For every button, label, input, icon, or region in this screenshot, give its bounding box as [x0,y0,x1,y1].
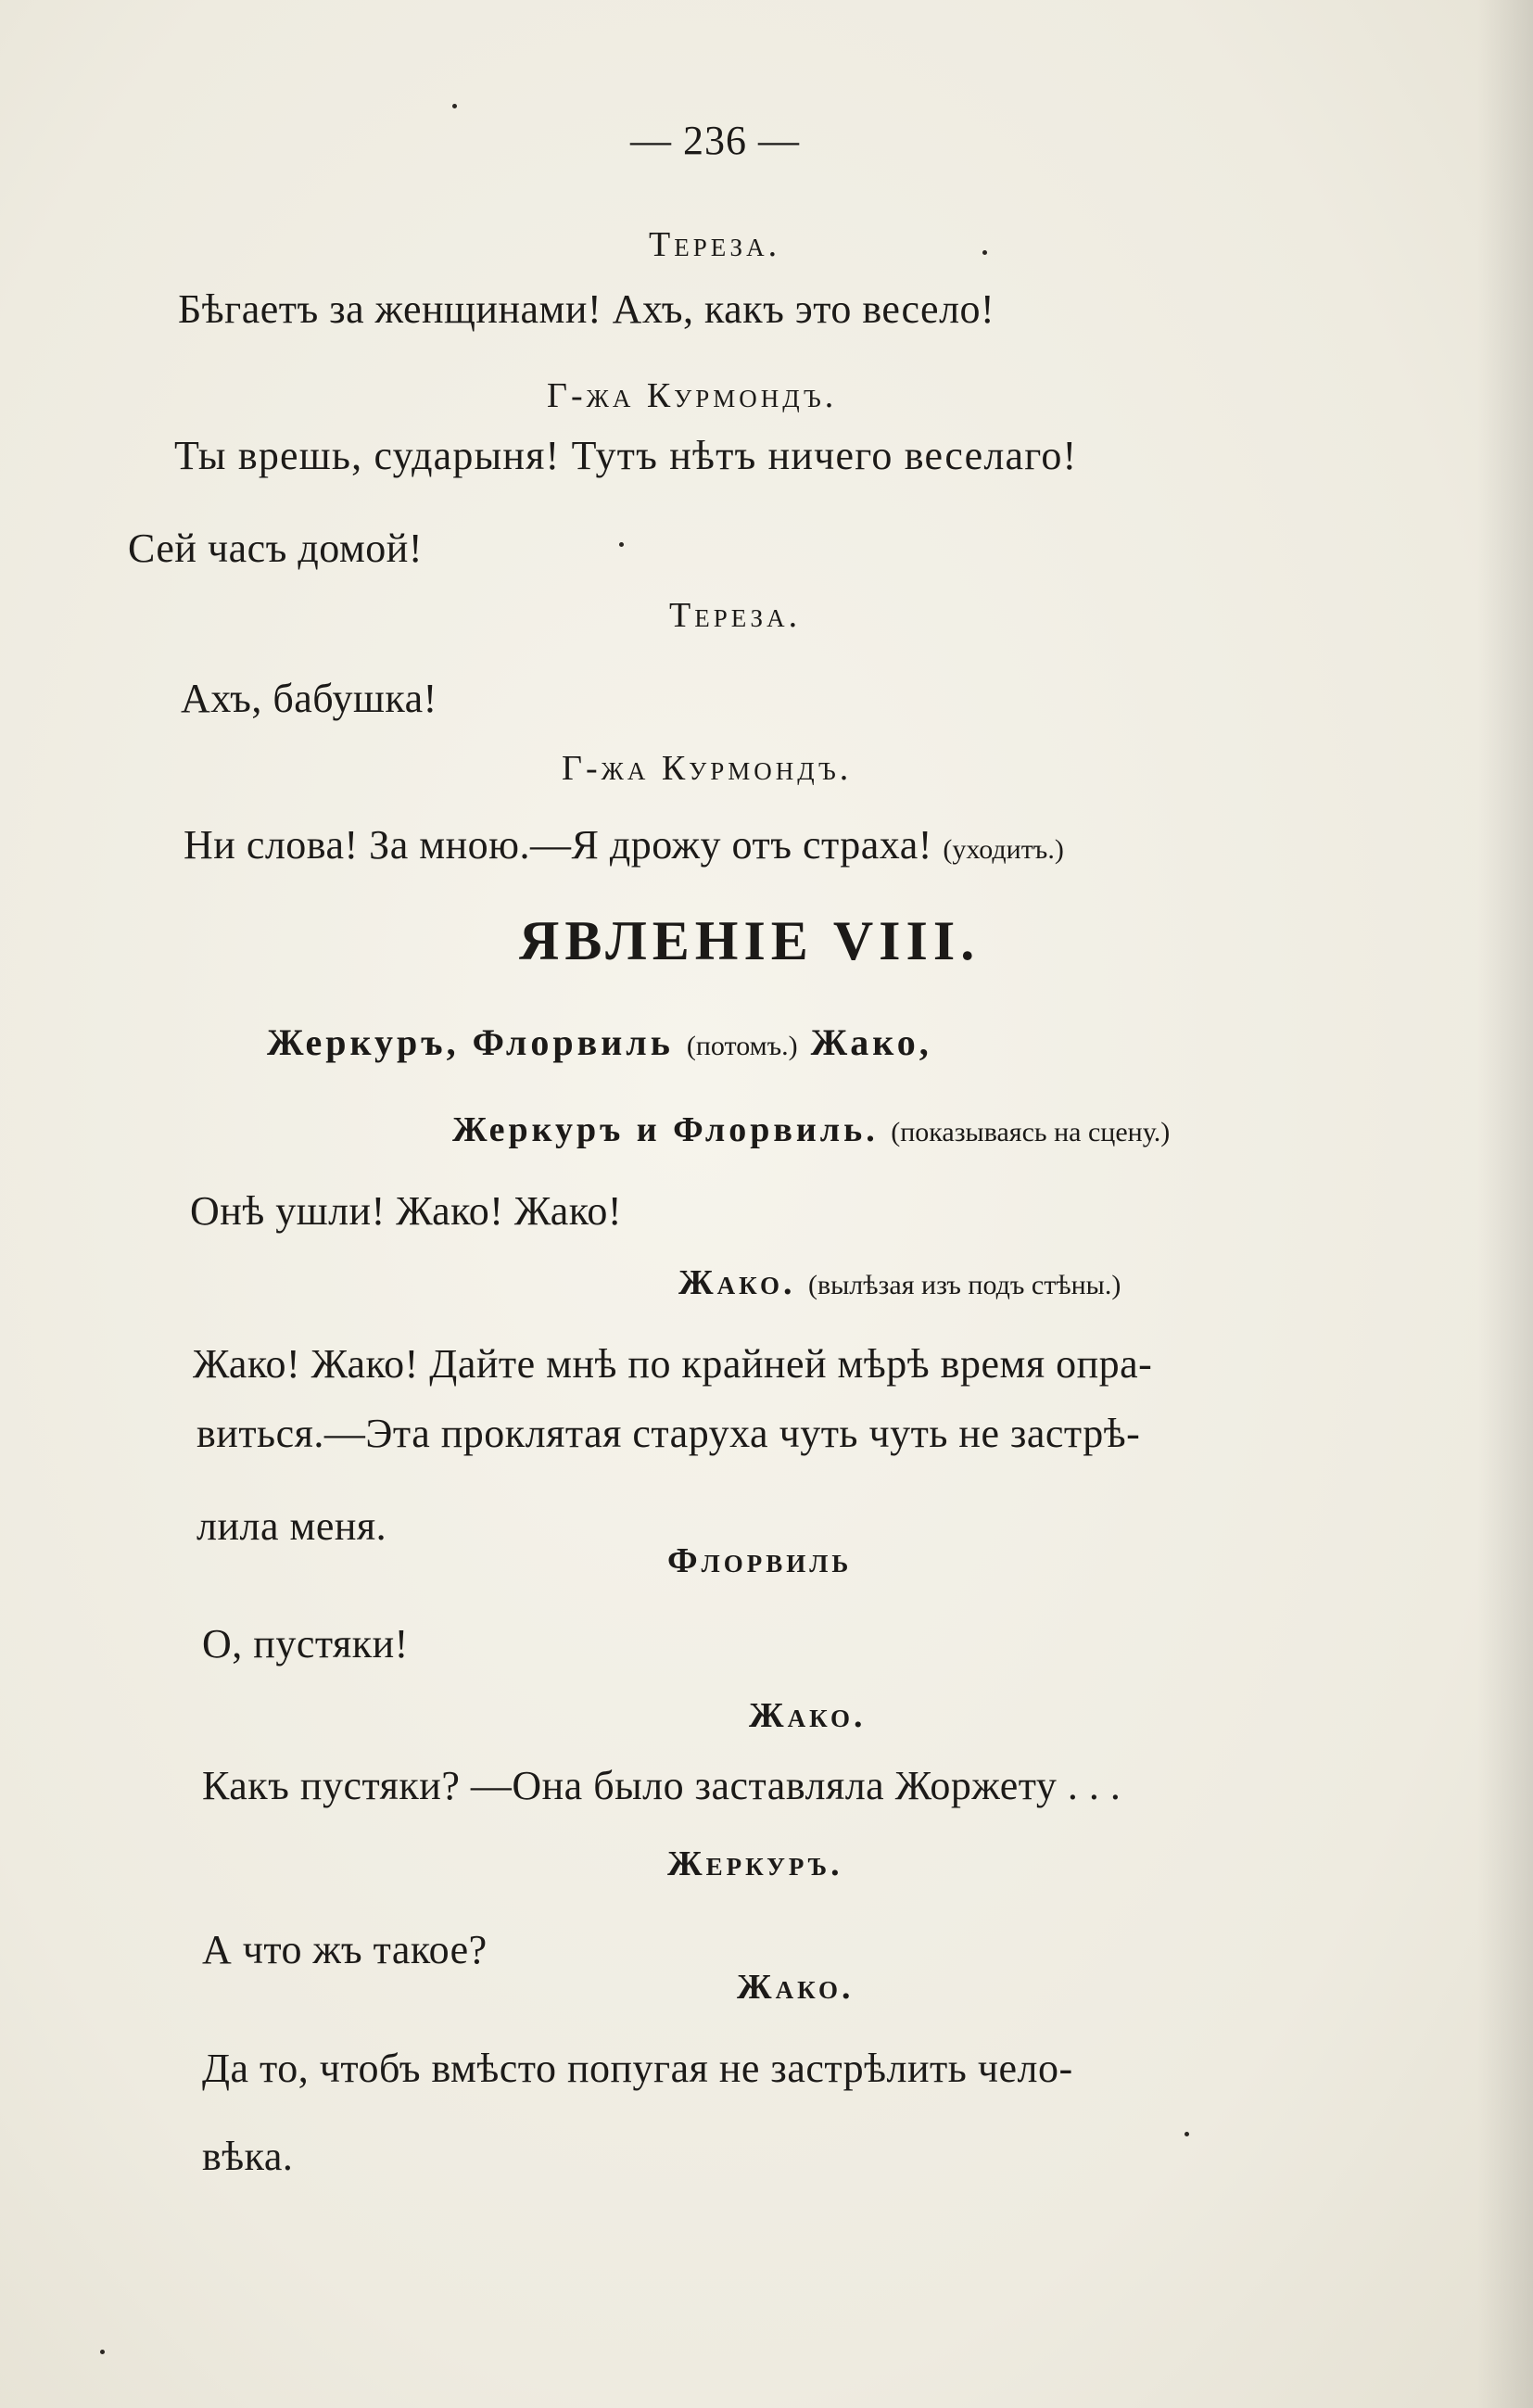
scene-heading: ЯВЛЕНІЕ VIII. [519,910,981,971]
dialogue-line-8: виться.—Эта проклятая старуха чуть чуть не застрѣ- [196,1411,1141,1456]
stage-direction-exit: (уходитъ.) [943,834,1064,865]
dialogue-line-3: Сей часъ домой! [128,526,423,571]
dialogue-line-12: А что жъ такое? [202,1927,488,1972]
speaker-zhako-1 [678,1265,1121,1300]
speaker-kurmond-2: Г-жа Курмондъ. [562,749,853,788]
speaker-zherkur-florvil-name: Жеркуръ и Флорвиль. [452,1110,879,1149]
speaker-tereza-1: Тереза. [649,225,781,264]
ink-speck [1185,2132,1189,2136]
ink-speck [452,104,457,108]
dialogue-line-2: Ты врешь, сударыня! Тутъ нѣтъ ничего веселаго! [174,433,1078,478]
stage-direction-later: (потомъ.) [686,1031,798,1061]
dialogue-line-11: Какъ пустяки? —Она было заставляла Жоржету . . . [202,1763,1121,1808]
dialogue-line-9: лила меня. [196,1503,387,1549]
page-number: — 236 — [630,118,800,163]
speaker-zherkur-florvil [452,1112,1170,1147]
dialogue-line-14: вѣка. [202,2134,294,2179]
ink-speck [619,542,624,547]
cast-list-names: Жеркуръ, Флорвиль [267,1021,674,1063]
speaker-zherkur: Жеркуръ. [667,1844,843,1883]
speaker-tereza-2: Тереза. [669,596,802,635]
speaker-kurmond-1: Г-жа Курмондъ. [547,376,838,415]
dialogue-line-10: О, пустяки! [202,1621,409,1667]
dialogue-line-1: Бѣгаетъ за женщинами! Ахъ, какъ это весело! [178,286,995,332]
dialogue-line-5-text: Ни слова! За мною.—Я дрожу отъ страха! [184,822,932,868]
dialogue-line-4: Ахъ, бабушка! [181,676,437,721]
cast-list-names-2: Жако, [810,1021,932,1063]
ink-speck [100,2350,105,2354]
speaker-zhako-2: Жако. [749,1696,867,1735]
speaker-florvil: Флорвиль [667,1541,853,1580]
cast-list [267,1021,932,1063]
dialogue-line-5 [184,822,1064,868]
ink-speck [982,250,987,255]
dialogue-line-6: Онѣ ушли! Жако! Жако! [190,1188,623,1234]
speaker-zhako-3: Жако. [737,1968,855,2007]
dialogue-line-7: Жако! Жако! Дайте мнѣ по крайней мѣрѣ время опра- [193,1341,1153,1387]
stage-direction-crawling: (вылѣзая изъ подъ стѣны.) [807,1270,1121,1300]
speaker-zhako-1-name: Жако. [678,1263,796,1302]
page-edge-shadow [1477,0,1533,2408]
stage-direction-entering: (показываясь на сцену.) [891,1117,1171,1147]
dialogue-line-13: Да то, чтобъ вмѣсто попугая не застрѣлить чело- [202,2046,1073,2091]
